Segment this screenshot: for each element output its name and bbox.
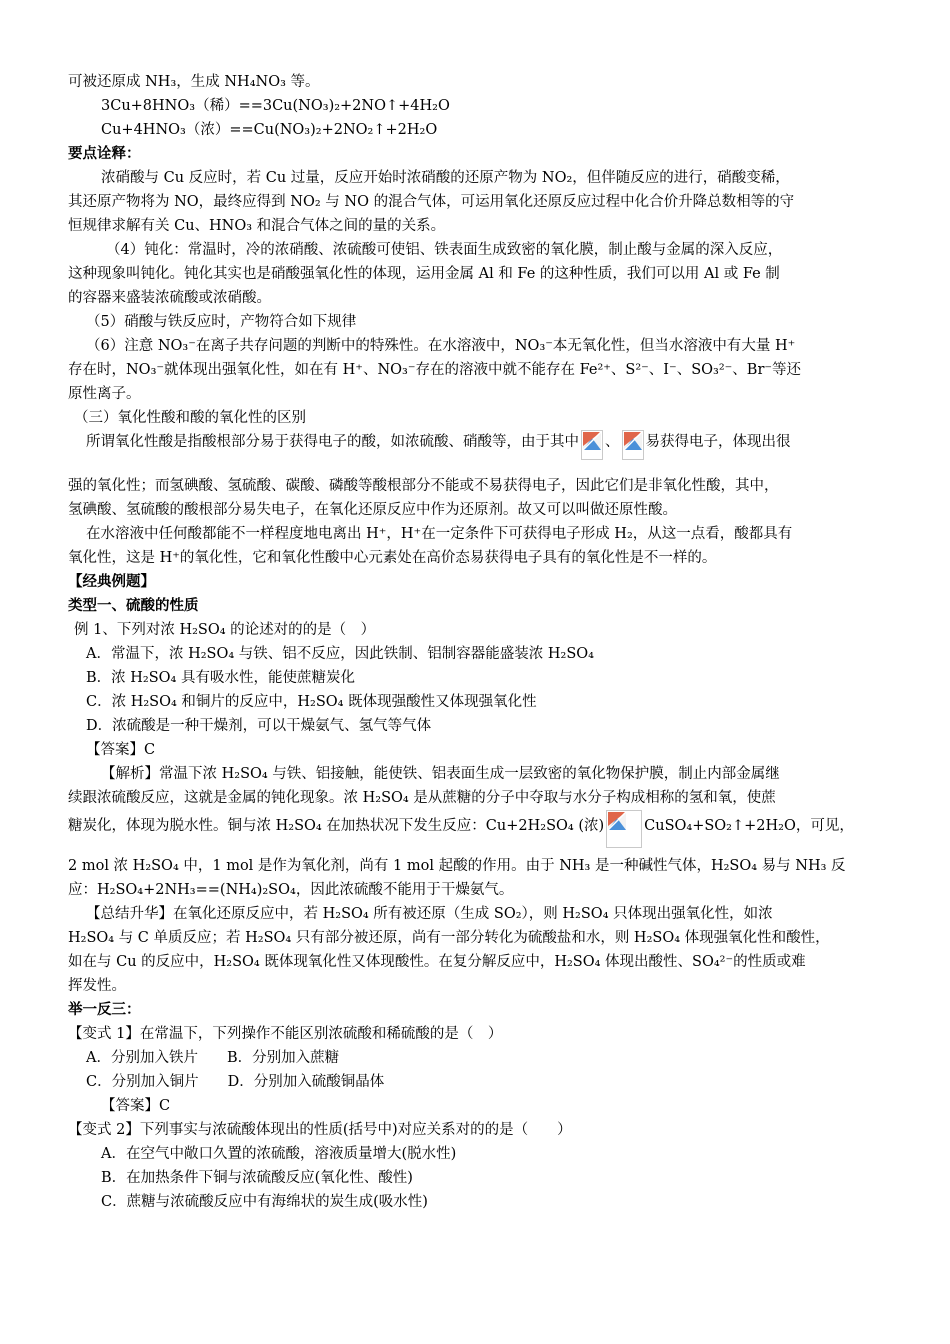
subsection-heading: （三）氧化性酸和酸的氧化性的区别 xyxy=(74,410,306,426)
option-c: C．蔗糖与浓硫酸反应中有海绵状的炭生成(吸水性) xyxy=(101,1194,428,1210)
equation-dilute-nitric: 3Cu+8HNO₃（稀）==3Cu(NO₃)₂+2NO↑+4H₂O xyxy=(101,98,450,114)
document-page xyxy=(68,70,888,1214)
variant-question: 【变式 2】下列事实与浓硫酸体现出的性质(括号中)对应关系对的的是（ ） xyxy=(68,1122,572,1138)
paragraph-line: （5）硝酸与铁反应时，产物符合如下规律 xyxy=(86,314,357,330)
answer-line: 【答案】C xyxy=(86,742,156,758)
paragraph-line: 的容器来盛装浓硫酸或浓硝酸。 xyxy=(68,290,271,306)
paragraph-line: 在水溶液中任何酸都能不一样程度地电离出 H⁺，H⁺在一定条件下可获得电子形成 H₂，从这一点看，酸都具有 xyxy=(86,526,793,542)
paragraph-text: 所谓氧化性酸是指酸根部分易于获得电子的酸，如浓硫酸、硝酸等，由于其中 xyxy=(86,434,579,450)
analysis-line: 2 mol 浓 H₂SO₄ 中，1 mol 是作为氧化剂，尚有 1 mol 起酸的作用。由于 NH₃ 是一种碱性气体，H₂SO₄ 易与 NH₃ 反 xyxy=(68,858,846,874)
variant-options: C．分别加入铜片 D．分别加入硫酸铜晶体 xyxy=(86,1074,385,1090)
section-heading: 要点诠释： xyxy=(68,146,141,162)
analysis-line: 应：H₂SO₄+2NH₃==(NH₄)₂SO₄，因此浓硫酸不能用于干燥氨气。 xyxy=(68,882,514,898)
equation-conc-nitric: Cu+4HNO₃（浓）==Cu(NO₃)₂+2NO₂↑+2H₂O xyxy=(101,122,438,138)
broken-image-icon xyxy=(622,430,644,460)
paragraph-line: 氧化性，这是 H⁺的氧化性，它和氧化性酸中心元素处在高价态易获得电子具有的氧化性是不一样的。 xyxy=(68,550,717,566)
analysis-line: 【解析】常温下浓 H₂SO₄ 与铁、铝接触，能使铁、铝表面生成一层致密的氧化物保护膜，制止内部金属继 xyxy=(101,766,780,782)
paragraph-line: 其还原产物将为 NO，最终应得到 NO₂ 与 NO 的混合气体，可运用氧化还原反应过程中化合价升降总数相等的守 xyxy=(68,194,795,210)
option-d: D．浓硫酸是一种干燥剂，可以干燥氨气、氢气等气体 xyxy=(86,718,432,734)
summary-line: 【总结升华】在氧化还原反应中，若 H₂SO₄ 所有被还原（生成 SO₂），则 H₂SO₄ 只体现出强氧化性，如浓 xyxy=(86,906,773,922)
variant-options: A．分别加入铁片 B．分别加入蔗糖 xyxy=(86,1050,340,1066)
option-b: B．在加热条件下铜与浓硫酸反应(氧化性、酸性) xyxy=(101,1170,413,1186)
summary-line: H₂SO₄ 与 C 单质反应；若 H₂SO₄ 只有部分被还原，尚有一部分转化为硫酸盐和水，则 H₂SO₄ 体现强氧化性和酸性， xyxy=(68,930,830,946)
broken-image-icon xyxy=(606,810,642,848)
section-heading: 【经典例题】 xyxy=(68,574,155,590)
paragraph-line: （6）注意 NO₃⁻在离子共存问题的判断中的特殊性。在水溶液中，NO₃⁻本无氧化性，但当水溶液中有大量 H⁺ xyxy=(86,338,796,354)
section-heading: 类型一、硫酸的性质 xyxy=(68,598,199,614)
variant-question: 【变式 1】在常温下，下列操作不能区别浓硫酸和稀硫酸的是（ ） xyxy=(68,1026,503,1042)
paragraph-line: 这种现象叫钝化。钝化其实也是硝酸强氧化性的体现，运用金属 Al 和 Fe 的这种性质，我们可以用 Al 或 Fe 制 xyxy=(68,266,780,282)
answer-line: 【答案】C xyxy=(101,1098,171,1114)
paragraph-line: 存在时，NO₃⁻就体现出强氧化性，如在有 H⁺、NO₃⁻存在的溶液中就不能存在 Fe²⁺、S²⁻、I⁻、SO₃²⁻、Br⁻等还 xyxy=(68,362,802,378)
question-stem: 例 1、下列对浓 H₂SO₄ 的论述对的的是（ ） xyxy=(74,622,376,638)
section-heading: 举一反三： xyxy=(68,1002,141,1018)
paragraph-line: 原性离子。 xyxy=(68,386,141,402)
summary-line: 如在与 Cu 的反应中，H₂SO₄ 既体现氧化性又体现酸性。在复分解反应中，H₂SO₄ 体现出酸性、SO₄²⁻的性质或难 xyxy=(68,954,806,970)
analysis-line: 续跟浓硫酸反应，这就是金属的钝化现象。浓 H₂SO₄ 是从蔗糖的分子中夺取与水分子构成相称的氢和氧，使蔗 xyxy=(68,790,776,806)
paragraph-line: 强的氧化性；而氢碘酸、氢硫酸、碳酸、磷酸等酸根部分不能或不易获得电子，因此它们是非氧化性酸，其中， xyxy=(68,478,779,494)
paragraph-line: （4）钝化：常温时，冷的浓硝酸、浓硫酸可使铝、铁表面生成致密的氧化膜，制止酸与金属的深入反应， xyxy=(106,242,783,258)
summary-line: 挥发性。 xyxy=(68,978,126,994)
analysis-text: 糖炭化，体现为脱水性。铜与浓 H₂SO₄ 在加热状况下发生反应：Cu+2H₂SO₄ (浓) xyxy=(68,818,605,834)
paragraph-line: 氢碘酸、氢硫酸的酸根部分易失电子，在氧化还原反应中作为还原剂。故又可以叫做还原性酸。 xyxy=(68,502,677,518)
paragraph-text: 、 xyxy=(605,434,620,450)
analysis-line-with-image xyxy=(68,810,888,854)
option-c: C．浓 H₂SO₄ 和铜片的反应中，H₂SO₄ 既体现强酸性又体现强氧化性 xyxy=(86,694,537,710)
paragraph-text: 易获得电子，体现出很 xyxy=(645,434,791,450)
text-line: 可被还原成 NH₃，生成 NH₄NO₃ 等。 xyxy=(68,74,320,90)
paragraph-line: 恒规律求解有关 Cu、HNO₃ 和混合气体之间的量的关系。 xyxy=(68,218,446,234)
paragraph-line-with-images xyxy=(68,430,888,474)
option-b: B．浓 H₂SO₄ 具有吸水性，能使蔗糖炭化 xyxy=(86,670,355,686)
analysis-text: CuSO₄+SO₂↑+2H₂O，可见， xyxy=(644,818,854,834)
broken-image-icon xyxy=(581,430,603,460)
paragraph-line: 浓硝酸与 Cu 反应时，若 Cu 过量，反应开始时浓硝酸的还原产物为 NO₂，但伴随反应的进行，硝酸变稀， xyxy=(101,170,790,186)
option-a: A．常温下，浓 H₂SO₄ 与铁、铝不反应，因此铁制、铝制容器能盛装浓 H₂SO₄ xyxy=(86,646,594,662)
option-a: A．在空气中敞口久置的浓硫酸，溶液质量增大(脱水性) xyxy=(101,1146,457,1162)
